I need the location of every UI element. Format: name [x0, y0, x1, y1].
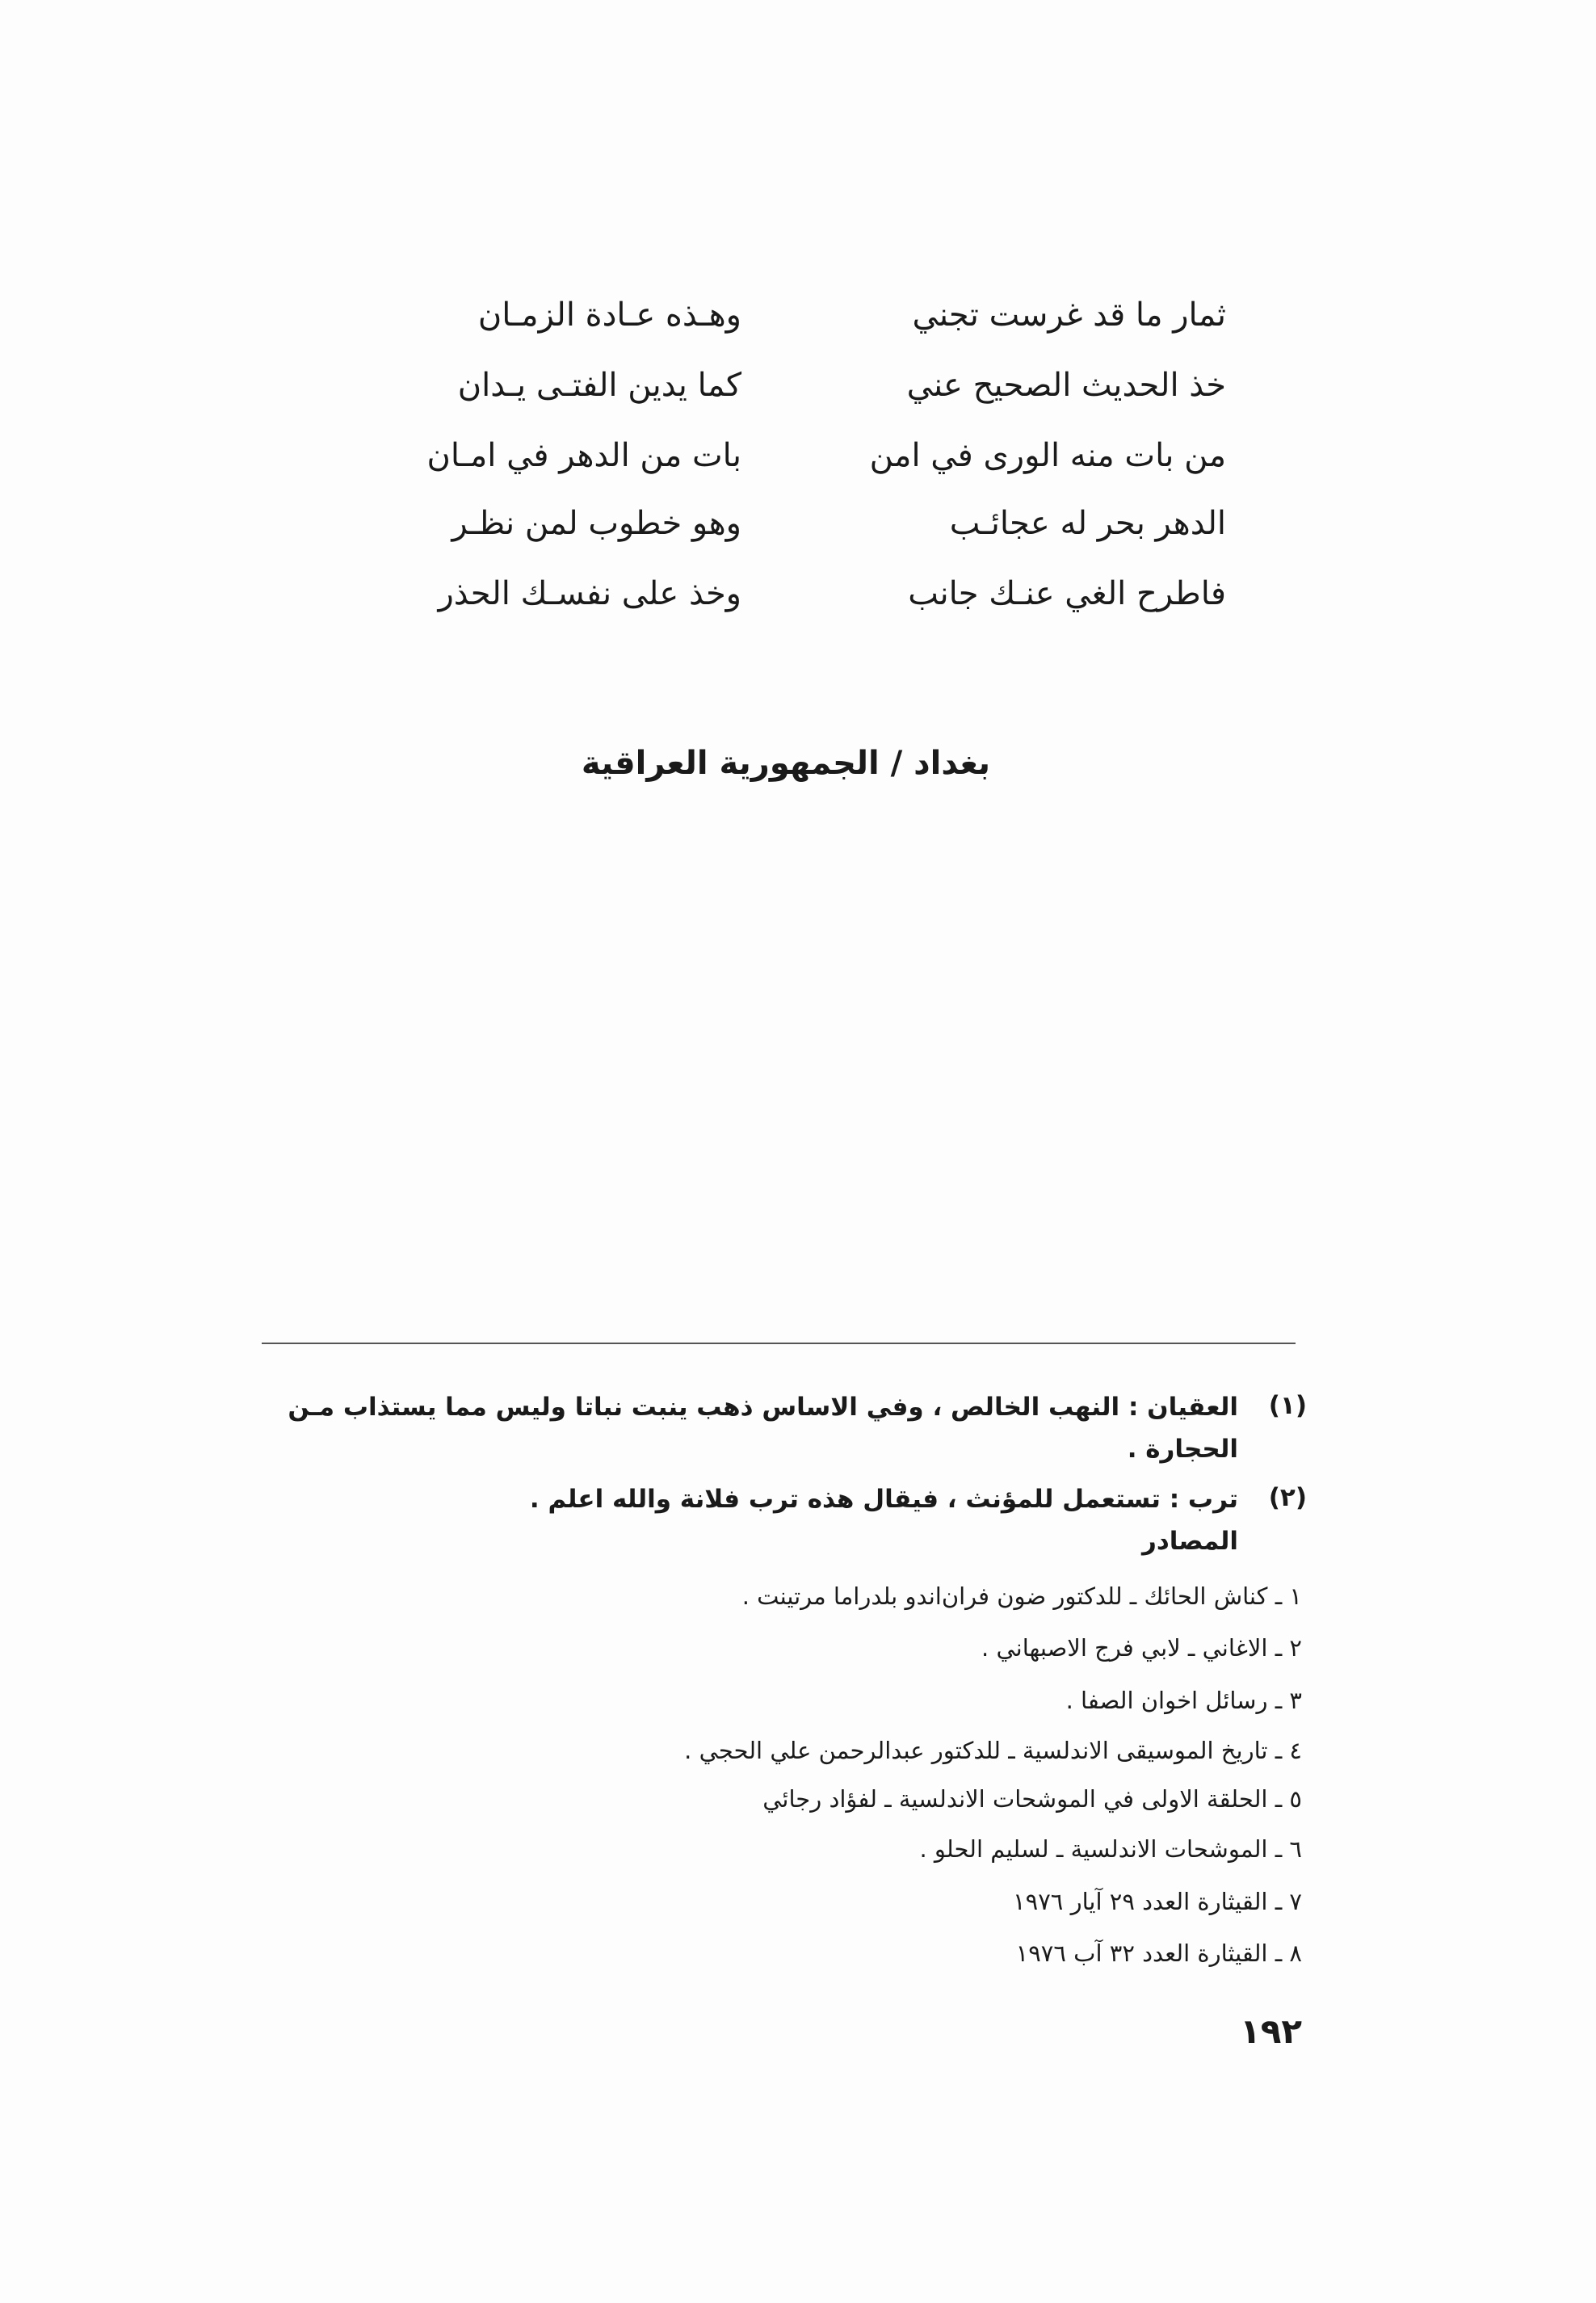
source-item: ٤ ـ تاريخ الموسيقى الاندلسية ـ للدكتور عبدالرحمن علي الحجي .: [684, 1737, 1302, 1764]
footnote-1-text: العقيان : النهب الخالص ، وفي الاساس ذهب ينبت نباتا وليس مما يستذاب مـن: [288, 1393, 1238, 1422]
source-item: ٧ ـ القيثارة العدد ٢٩ آيار ١٩٧٦: [1013, 1888, 1302, 1915]
source-item: ٣ ـ رسائل اخوان الصفا .: [1065, 1687, 1302, 1714]
footnote-2-text: ترب : تستعمل للمؤنث ، فيقال هذه ترب فلانة والله اعلم .: [529, 1485, 1238, 1514]
verse-5-second-hemistich: وخذ على نفسـك الحذر: [438, 575, 741, 612]
page-number: ١٩٢: [1240, 2011, 1302, 2051]
verse-4-second-hemistich: وهو خطوب لمن نظـر: [452, 505, 741, 542]
verse-4-first-hemistich: الدهر بحر له عجائـب: [949, 505, 1226, 542]
source-item: ١ ـ كناش الحائك ـ للدكتور ضون فران‌اندو بلدراما مرتينت .: [741, 1582, 1302, 1610]
footnote-2-number: (٢): [1268, 1483, 1307, 1512]
footnote-1-number: (١): [1268, 1391, 1307, 1420]
verse-1-second-hemistich: وهـذه عـادة الزمـان: [477, 296, 741, 334]
verse-3-first-hemistich: من بات منه الورى في امن: [869, 437, 1226, 474]
verse-3-second-hemistich: بات من الدهر في امـان: [426, 437, 741, 474]
source-item: ٥ ـ الحلقة الاولى في الموشحات الاندلسية ـ لفؤاد رجائي: [762, 1785, 1302, 1813]
verse-1-first-hemistich: ثمار ما قد غرست تجني: [912, 296, 1226, 334]
signature-place: بغداد / الجمهورية العراقية: [581, 745, 991, 782]
source-item: ٨ ـ القيثارة العدد ٣٢ آب ١٩٧٦: [1015, 1939, 1302, 1967]
source-item: ٢ ـ الاغاني ـ لابي فرج الاصبهاني .: [981, 1634, 1302, 1662]
verse-2-first-hemistich: خذ الحديث الصحيح عني: [906, 367, 1226, 404]
verse-5-first-hemistich: فاطرح الغي عنـك جانب: [908, 575, 1226, 612]
sources-heading: المصادر: [1142, 1527, 1238, 1556]
verse-2-second-hemistich: كما يدين الفتـى يـدان: [457, 367, 741, 404]
source-item: ٦ ـ الموشحات الاندلسية ـ لسليم الحلو .: [919, 1835, 1302, 1863]
footnote-1-text-cont: الحجارة .: [1127, 1435, 1238, 1464]
footnote-divider: [262, 1343, 1296, 1344]
